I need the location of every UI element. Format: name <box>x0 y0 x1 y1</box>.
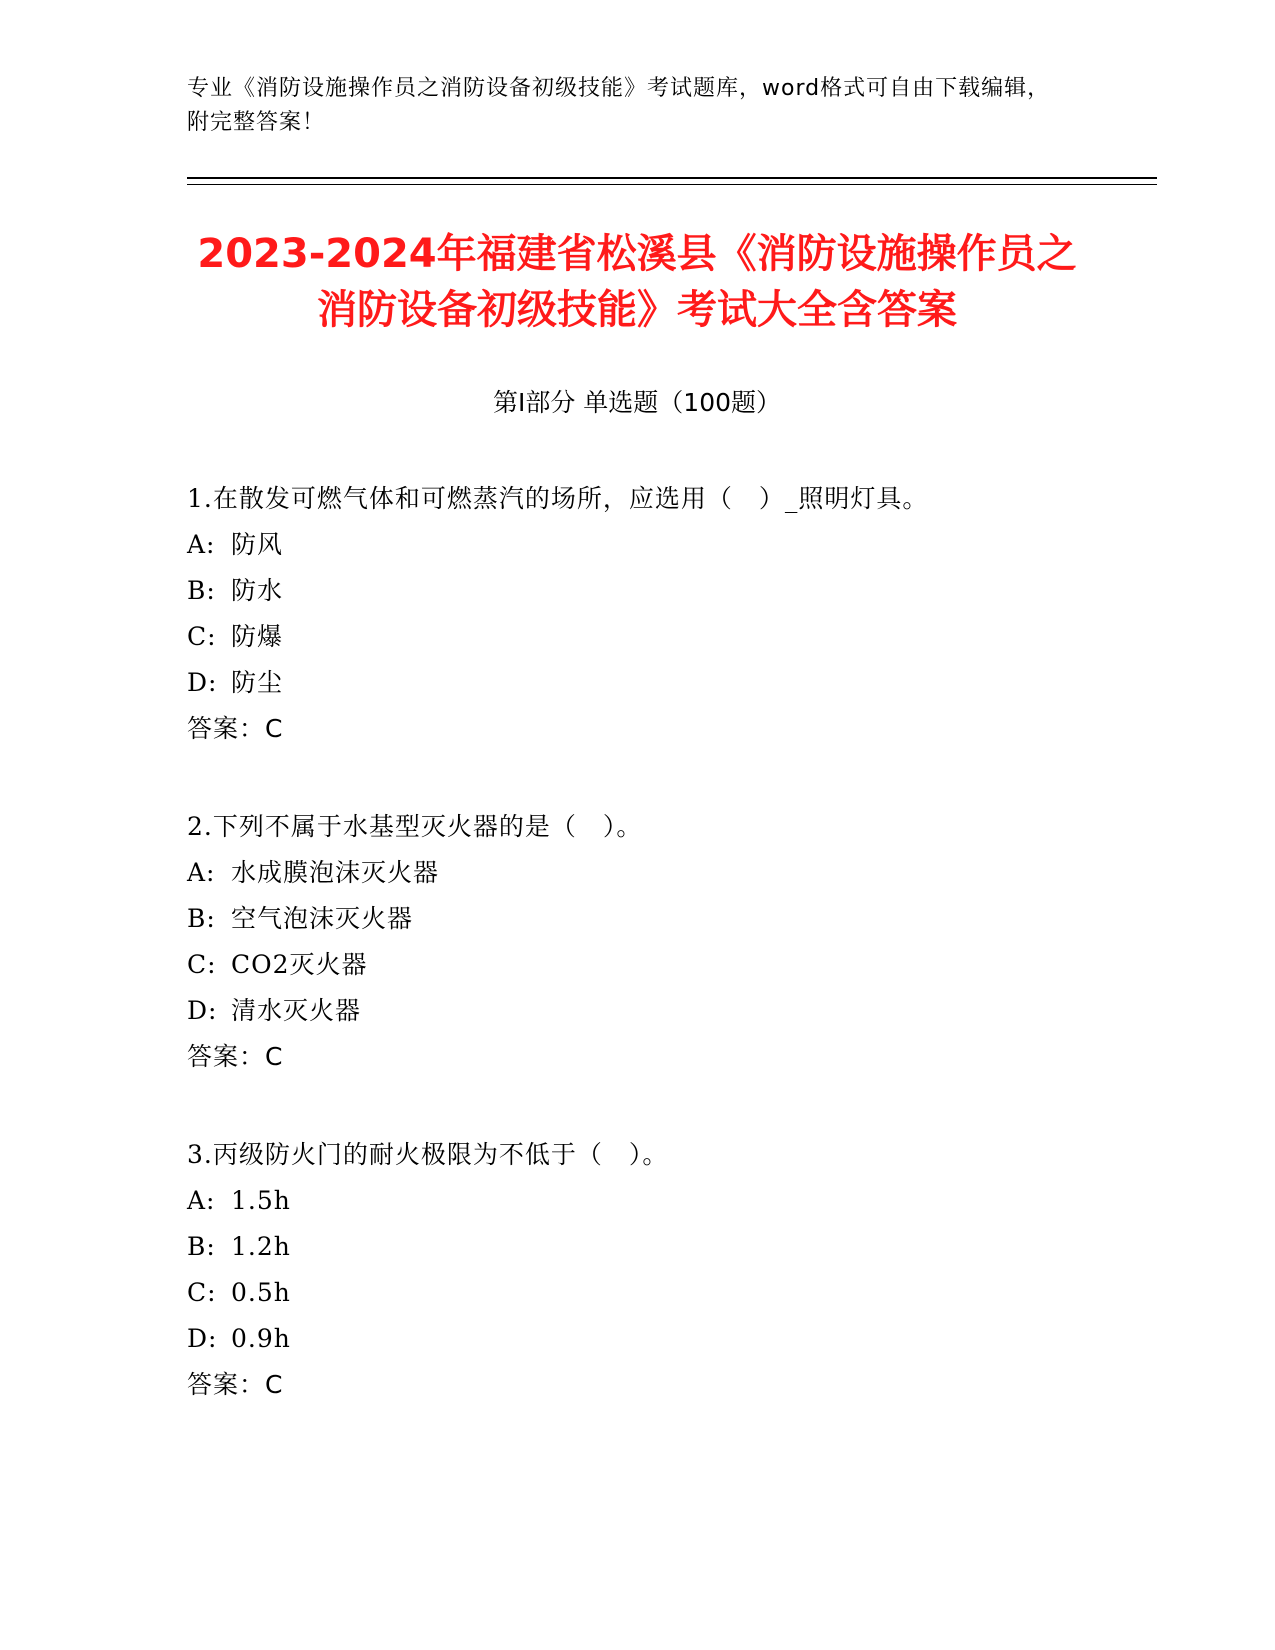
option-key: B: <box>187 576 216 605</box>
question-stem: 1.在散发可燃气体和可燃蒸汽的场所，应选用（ ）_照明灯具。 <box>187 484 929 513</box>
option-key: B: <box>187 904 216 933</box>
question-3 <box>187 1132 1137 1408</box>
answer-line: 答案：C <box>187 1042 284 1071</box>
question-list <box>187 476 1137 1460</box>
option-key: D: <box>187 668 218 697</box>
answer-line: 答案：C <box>187 1370 284 1399</box>
option-text: 1.5h <box>231 1186 291 1215</box>
option-key: A: <box>187 1186 216 1215</box>
option-key: A: <box>187 858 216 887</box>
option-d <box>187 660 1137 706</box>
question-stem: 3.丙级防火门的耐火极限为不低于（ ）。 <box>187 1140 669 1169</box>
option-text: 1.2h <box>231 1232 291 1261</box>
header-divider-thin <box>187 184 1157 185</box>
option-text: 防尘 <box>231 668 284 697</box>
option-text: 0.5h <box>231 1278 291 1307</box>
option-text: 空气泡沫灭火器 <box>231 904 414 933</box>
option-text: 清水灭火器 <box>231 996 362 1025</box>
option-c <box>187 942 1137 988</box>
option-a <box>187 522 1137 568</box>
option-a <box>187 850 1137 896</box>
section-title: 第Ⅰ部分 单选题（100题） <box>492 388 782 417</box>
option-key: D: <box>187 996 218 1025</box>
option-text: 防爆 <box>231 622 284 651</box>
option-key: D: <box>187 1324 218 1353</box>
header-note: 专业《消防设施操作员之消防设备初级技能》考试题库，word格式可自由下载编辑，附完整答案！ <box>187 76 1051 135</box>
answer-line: 答案：C <box>187 714 284 743</box>
option-text: CO2灭火器 <box>231 950 368 979</box>
option-d <box>187 988 1137 1034</box>
option-a <box>187 1178 1137 1224</box>
option-b <box>187 568 1137 614</box>
question-1 <box>187 476 1137 752</box>
option-text: 水成膜泡沫灭火器 <box>231 858 440 887</box>
document-title: 2023-2024年福建省松溪县《消防设施操作员之消防设备初级技能》考试大全含答案 <box>197 231 1077 333</box>
option-text: 0.9h <box>231 1324 291 1353</box>
header-divider-thick <box>187 177 1157 179</box>
question-2 <box>187 804 1137 1080</box>
option-key: B: <box>187 1232 216 1261</box>
option-b <box>187 896 1137 942</box>
option-b <box>187 1224 1137 1270</box>
option-key: C: <box>187 1278 217 1307</box>
option-key: C: <box>187 622 217 651</box>
option-text: 防水 <box>231 576 284 605</box>
option-text: 防风 <box>231 530 284 559</box>
option-key: C: <box>187 950 217 979</box>
option-key: A: <box>187 530 216 559</box>
option-c <box>187 1270 1137 1316</box>
option-d <box>187 1316 1137 1362</box>
question-stem: 2.下列不属于水基型灭火器的是（ ）。 <box>187 812 643 841</box>
option-c <box>187 614 1137 660</box>
